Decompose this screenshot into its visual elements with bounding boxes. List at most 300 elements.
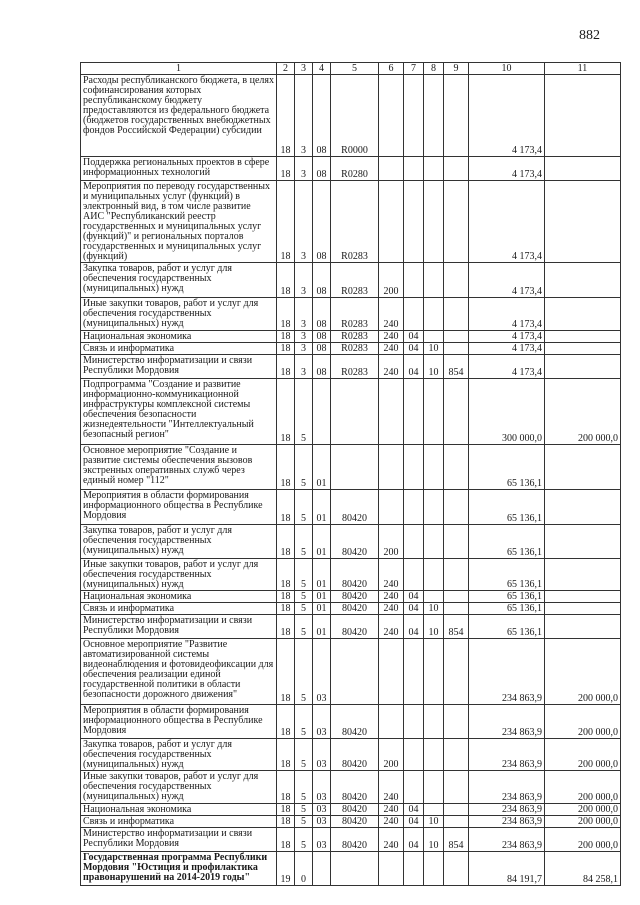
code-cell: 200 <box>379 525 404 559</box>
code-cell: 80420 <box>331 816 379 828</box>
code-cell: 240 <box>379 331 404 343</box>
code-cell <box>424 331 444 343</box>
code-cell: 08 <box>313 331 331 343</box>
amount-cell: 4 173,4 <box>469 298 545 331</box>
row-description: Закупка товаров, работ и услуг для обеспечения государственных (муниципальных) нужд <box>81 739 277 771</box>
code-cell: 18 <box>277 181 295 263</box>
amount-cell <box>545 490 621 525</box>
amount-cell: 4 173,4 <box>469 331 545 343</box>
code-cell: 18 <box>277 75 295 157</box>
code-cell: 04 <box>404 615 424 639</box>
code-cell: 80420 <box>331 559 379 591</box>
amount-cell: 200 000,0 <box>545 828 621 852</box>
code-cell <box>404 525 424 559</box>
code-cell: R0283 <box>331 355 379 379</box>
code-cell <box>444 525 469 559</box>
row-description: Поддержка региональных проектов в сфере информационных технологий <box>81 157 277 181</box>
amount-cell <box>545 331 621 343</box>
code-cell <box>379 445 404 490</box>
code-cell: 18 <box>277 603 295 615</box>
code-cell: 04 <box>404 603 424 615</box>
row-description: Основное мероприятие "Развитие автоматизированной системы видеонаблюдения и фотовидеофиксации для обеспечения реализации единой государственной политики в области безопасности дорожного движения" <box>81 639 277 705</box>
code-cell: 18 <box>277 559 295 591</box>
amount-cell: 200 000,0 <box>545 739 621 771</box>
amount-cell: 65 136,1 <box>469 559 545 591</box>
code-cell <box>404 181 424 263</box>
amount-cell: 65 136,1 <box>469 490 545 525</box>
code-cell <box>404 739 424 771</box>
code-cell: 18 <box>277 490 295 525</box>
code-cell <box>424 181 444 263</box>
amount-cell: 234 863,9 <box>469 804 545 816</box>
code-cell <box>444 705 469 739</box>
amount-cell: 234 863,9 <box>469 639 545 705</box>
code-cell: 18 <box>277 816 295 828</box>
amount-cell <box>545 343 621 355</box>
code-cell: 200 <box>379 739 404 771</box>
code-cell: 5 <box>295 559 313 591</box>
code-cell: 80420 <box>331 603 379 615</box>
code-cell <box>379 379 404 445</box>
code-cell: 10 <box>424 816 444 828</box>
code-cell: 3 <box>295 75 313 157</box>
code-cell <box>444 739 469 771</box>
code-cell: 80420 <box>331 705 379 739</box>
code-cell: 10 <box>424 355 444 379</box>
code-cell: 08 <box>313 355 331 379</box>
code-cell <box>404 639 424 705</box>
amount-cell: 65 136,1 <box>469 445 545 490</box>
amount-cell: 300 000,0 <box>469 379 545 445</box>
code-cell: 240 <box>379 355 404 379</box>
code-cell: 240 <box>379 615 404 639</box>
code-cell: 04 <box>404 804 424 816</box>
code-cell <box>424 490 444 525</box>
amount-cell <box>545 263 621 298</box>
code-cell <box>444 559 469 591</box>
code-cell: 03 <box>313 705 331 739</box>
code-cell: 0 <box>295 852 313 886</box>
row-description: Мероприятия в области формирования информационного общества в Республике Мордовия <box>81 490 277 525</box>
row-description: Закупка товаров, работ и услуг для обеспечения государственных (муниципальных) нужд <box>81 525 277 559</box>
code-cell: 04 <box>404 816 424 828</box>
row-description: Мероприятия по переводу государственных и муниципальных услуг (функций) в электронный вид, в том числе развитие АИС "Республиканский реестр государственных и муниципальных услуг (функций)" и региональных порталов государственных и муниципальных услуг (функций) <box>81 181 277 263</box>
column-number-row <box>81 63 621 75</box>
code-cell <box>444 603 469 615</box>
amount-cell: 234 863,9 <box>469 816 545 828</box>
code-cell: 18 <box>277 705 295 739</box>
code-cell: 3 <box>295 181 313 263</box>
column-number: 1 <box>81 63 277 75</box>
code-cell <box>379 157 404 181</box>
code-cell: 80420 <box>331 525 379 559</box>
code-cell: 01 <box>313 445 331 490</box>
code-cell <box>424 298 444 331</box>
amount-cell: 234 863,9 <box>469 771 545 804</box>
code-cell <box>379 490 404 525</box>
code-cell: 04 <box>404 591 424 603</box>
code-cell: 01 <box>313 490 331 525</box>
code-cell: 3 <box>295 157 313 181</box>
code-cell: 5 <box>295 705 313 739</box>
amount-cell <box>545 525 621 559</box>
amount-cell: 4 173,4 <box>469 75 545 157</box>
code-cell <box>424 852 444 886</box>
column-number: 5 <box>331 63 379 75</box>
code-cell: 03 <box>313 739 331 771</box>
code-cell: 18 <box>277 771 295 804</box>
column-number: 9 <box>444 63 469 75</box>
code-cell <box>444 343 469 355</box>
amount-cell: 4 173,4 <box>469 157 545 181</box>
code-cell: 5 <box>295 828 313 852</box>
code-cell: 08 <box>313 298 331 331</box>
column-number: 3 <box>295 63 313 75</box>
code-cell: 03 <box>313 639 331 705</box>
code-cell: 240 <box>379 298 404 331</box>
code-cell <box>444 591 469 603</box>
code-cell: 80420 <box>331 771 379 804</box>
code-cell: 240 <box>379 828 404 852</box>
amount-cell <box>545 355 621 379</box>
code-cell: 03 <box>313 804 331 816</box>
table-row <box>81 181 621 263</box>
code-cell <box>404 263 424 298</box>
column-number: 11 <box>545 63 621 75</box>
table-row <box>81 639 621 705</box>
code-cell: 08 <box>313 157 331 181</box>
table-row <box>81 816 621 828</box>
code-cell: 08 <box>313 343 331 355</box>
code-cell: 04 <box>404 331 424 343</box>
amount-cell: 4 173,4 <box>469 181 545 263</box>
code-cell: 18 <box>277 298 295 331</box>
amount-cell <box>545 559 621 591</box>
code-cell <box>404 771 424 804</box>
row-description: Иные закупки товаров, работ и услуг для обеспечения государственных (муниципальных) нужд <box>81 771 277 804</box>
code-cell: 854 <box>444 828 469 852</box>
code-cell: 5 <box>295 445 313 490</box>
code-cell: 18 <box>277 445 295 490</box>
code-cell <box>444 379 469 445</box>
row-description: Национальная экономика <box>81 331 277 343</box>
code-cell: 3 <box>295 331 313 343</box>
code-cell: 18 <box>277 355 295 379</box>
amount-cell: 4 173,4 <box>469 343 545 355</box>
code-cell: 240 <box>379 816 404 828</box>
row-description: Иные закупки товаров, работ и услуг для обеспечения государственных (муниципальных) нужд <box>81 559 277 591</box>
amount-cell <box>545 445 621 490</box>
code-cell: 18 <box>277 157 295 181</box>
code-cell: 5 <box>295 525 313 559</box>
code-cell <box>424 263 444 298</box>
code-cell <box>444 852 469 886</box>
table-row <box>81 263 621 298</box>
code-cell: 18 <box>277 739 295 771</box>
row-description: Основное мероприятие "Создание и развитие системы обеспечения вызовов экстренных оперативных служб через единый номер "112" <box>81 445 277 490</box>
code-cell: 200 <box>379 263 404 298</box>
code-cell: 01 <box>313 559 331 591</box>
amount-cell: 65 136,1 <box>469 591 545 603</box>
code-cell <box>404 75 424 157</box>
code-cell <box>424 525 444 559</box>
code-cell <box>404 705 424 739</box>
column-number: 6 <box>379 63 404 75</box>
code-cell: 80420 <box>331 739 379 771</box>
code-cell <box>424 75 444 157</box>
code-cell: 01 <box>313 615 331 639</box>
code-cell <box>331 379 379 445</box>
amount-cell: 4 173,4 <box>469 263 545 298</box>
amount-cell <box>545 157 621 181</box>
amount-cell <box>545 298 621 331</box>
column-number: 2 <box>277 63 295 75</box>
amount-cell: 200 000,0 <box>545 816 621 828</box>
code-cell <box>444 804 469 816</box>
row-description: Национальная экономика <box>81 804 277 816</box>
code-cell: 5 <box>295 804 313 816</box>
code-cell: R0283 <box>331 331 379 343</box>
code-cell: 18 <box>277 331 295 343</box>
table-row <box>81 852 621 886</box>
amount-cell: 200 000,0 <box>545 639 621 705</box>
code-cell: 240 <box>379 559 404 591</box>
amount-cell: 65 136,1 <box>469 615 545 639</box>
code-cell <box>313 852 331 886</box>
code-cell: 03 <box>313 771 331 804</box>
code-cell <box>424 705 444 739</box>
table-row <box>81 615 621 639</box>
budget-table <box>80 62 621 886</box>
row-description: Связь и информатика <box>81 343 277 355</box>
code-cell: R0283 <box>331 263 379 298</box>
table-row <box>81 298 621 331</box>
code-cell <box>404 379 424 445</box>
code-cell: 10 <box>424 603 444 615</box>
code-cell: R0280 <box>331 157 379 181</box>
column-number: 7 <box>404 63 424 75</box>
code-cell: 18 <box>277 828 295 852</box>
code-cell: 240 <box>379 804 404 816</box>
code-cell: 240 <box>379 591 404 603</box>
table-row <box>81 603 621 615</box>
code-cell: 03 <box>313 828 331 852</box>
code-cell <box>404 445 424 490</box>
table-row <box>81 525 621 559</box>
code-cell: 5 <box>295 490 313 525</box>
code-cell: 854 <box>444 615 469 639</box>
code-cell: 04 <box>404 343 424 355</box>
amount-cell: 234 863,9 <box>469 828 545 852</box>
code-cell <box>424 639 444 705</box>
code-cell: 01 <box>313 525 331 559</box>
amount-cell <box>545 181 621 263</box>
code-cell <box>444 639 469 705</box>
code-cell: 18 <box>277 591 295 603</box>
code-cell <box>404 157 424 181</box>
code-cell: 80420 <box>331 804 379 816</box>
row-description: Государственная программа Республики Мордовия "Юстиция и профилактика правонарушений на 2014-2019 годы" <box>81 852 277 886</box>
amount-cell: 200 000,0 <box>545 771 621 804</box>
code-cell: 18 <box>277 615 295 639</box>
table-row <box>81 331 621 343</box>
code-cell: 3 <box>295 343 313 355</box>
code-cell <box>444 331 469 343</box>
amount-cell: 200 000,0 <box>545 705 621 739</box>
code-cell <box>379 75 404 157</box>
amount-cell: 4 173,4 <box>469 355 545 379</box>
code-cell: 18 <box>277 379 295 445</box>
row-description: Министерство информатизации и связи Республики Мордовия <box>81 355 277 379</box>
table-row <box>81 355 621 379</box>
code-cell <box>444 157 469 181</box>
code-cell <box>444 181 469 263</box>
code-cell: 18 <box>277 525 295 559</box>
code-cell: 240 <box>379 603 404 615</box>
code-cell <box>424 157 444 181</box>
table-row <box>81 739 621 771</box>
code-cell: 240 <box>379 771 404 804</box>
code-cell: 01 <box>313 591 331 603</box>
code-cell <box>379 852 404 886</box>
code-cell: 18 <box>277 263 295 298</box>
amount-cell: 234 863,9 <box>469 705 545 739</box>
code-cell: 80420 <box>331 828 379 852</box>
code-cell: 5 <box>295 639 313 705</box>
code-cell <box>331 639 379 705</box>
table-row <box>81 771 621 804</box>
code-cell: 5 <box>295 771 313 804</box>
code-cell <box>379 705 404 739</box>
code-cell <box>444 445 469 490</box>
page-number: 882 <box>579 28 600 43</box>
code-cell: 10 <box>424 615 444 639</box>
code-cell: 18 <box>277 639 295 705</box>
code-cell <box>424 379 444 445</box>
row-description: Связь и информатика <box>81 816 277 828</box>
amount-cell: 200 000,0 <box>545 379 621 445</box>
code-cell: 5 <box>295 591 313 603</box>
amount-cell <box>545 615 621 639</box>
code-cell <box>424 559 444 591</box>
code-cell: 5 <box>295 379 313 445</box>
code-cell: 08 <box>313 181 331 263</box>
code-cell <box>424 591 444 603</box>
table-row <box>81 804 621 816</box>
column-number: 4 <box>313 63 331 75</box>
code-cell: R0283 <box>331 181 379 263</box>
amount-cell: 200 000,0 <box>545 804 621 816</box>
code-cell: 240 <box>379 343 404 355</box>
amount-cell: 84 191,7 <box>469 852 545 886</box>
code-cell <box>331 852 379 886</box>
column-number: 8 <box>424 63 444 75</box>
code-cell: 80420 <box>331 591 379 603</box>
table-row <box>81 559 621 591</box>
table-row <box>81 591 621 603</box>
table-row <box>81 343 621 355</box>
code-cell <box>424 771 444 804</box>
amount-cell: 234 863,9 <box>469 739 545 771</box>
code-cell: 10 <box>424 828 444 852</box>
table-row <box>81 828 621 852</box>
code-cell: 08 <box>313 75 331 157</box>
code-cell: 5 <box>295 603 313 615</box>
code-cell: 19 <box>277 852 295 886</box>
code-cell: 10 <box>424 343 444 355</box>
code-cell <box>313 379 331 445</box>
code-cell <box>404 298 424 331</box>
code-cell: 5 <box>295 615 313 639</box>
code-cell <box>404 559 424 591</box>
code-cell <box>444 490 469 525</box>
code-cell: R0283 <box>331 343 379 355</box>
row-description: Иные закупки товаров, работ и услуг для обеспечения государственных (муниципальных) нужд <box>81 298 277 331</box>
code-cell: 3 <box>295 263 313 298</box>
code-cell <box>444 771 469 804</box>
code-cell <box>444 298 469 331</box>
code-cell: 18 <box>277 343 295 355</box>
amount-cell <box>545 591 621 603</box>
code-cell: 5 <box>295 739 313 771</box>
table-row <box>81 490 621 525</box>
column-number: 10 <box>469 63 545 75</box>
code-cell: 5 <box>295 816 313 828</box>
code-cell: 854 <box>444 355 469 379</box>
amount-cell <box>545 75 621 157</box>
code-cell: 80420 <box>331 490 379 525</box>
amount-cell: 65 136,1 <box>469 525 545 559</box>
table-body <box>81 75 621 886</box>
code-cell: R0000 <box>331 75 379 157</box>
row-description: Министерство информатизации и связи Республики Мордовия <box>81 828 277 852</box>
code-cell <box>424 445 444 490</box>
row-description: Национальная экономика <box>81 591 277 603</box>
code-cell <box>424 804 444 816</box>
code-cell: 03 <box>313 816 331 828</box>
amount-cell: 65 136,1 <box>469 603 545 615</box>
code-cell <box>331 445 379 490</box>
code-cell: 3 <box>295 298 313 331</box>
row-description: Мероприятия в области формирования информационного общества в Республике Мордовия <box>81 705 277 739</box>
code-cell: 04 <box>404 828 424 852</box>
table-row <box>81 157 621 181</box>
code-cell <box>424 739 444 771</box>
code-cell: 80420 <box>331 615 379 639</box>
code-cell: R0283 <box>331 298 379 331</box>
row-description: Закупка товаров, работ и услуг для обеспечения государственных (муниципальных) нужд <box>81 263 277 298</box>
row-description: Расходы республиканского бюджета, в целях софинансирования которых республиканскому бюджету предоставляются из федерального бюджета (бюджетов государственных внебюджетных фондов Российской Федерации) субсидии <box>81 75 277 157</box>
row-description: Связь и информатика <box>81 603 277 615</box>
code-cell <box>444 263 469 298</box>
code-cell <box>404 490 424 525</box>
code-cell <box>444 75 469 157</box>
amount-cell <box>545 603 621 615</box>
code-cell <box>379 639 404 705</box>
table-row <box>81 705 621 739</box>
code-cell: 08 <box>313 263 331 298</box>
code-cell: 3 <box>295 355 313 379</box>
amount-cell: 84 258,1 <box>545 852 621 886</box>
row-description: Министерство информатизации и связи Республики Мордовия <box>81 615 277 639</box>
code-cell: 01 <box>313 603 331 615</box>
code-cell <box>379 181 404 263</box>
table-row <box>81 379 621 445</box>
code-cell: 04 <box>404 355 424 379</box>
code-cell <box>444 816 469 828</box>
table-row <box>81 75 621 157</box>
code-cell: 18 <box>277 804 295 816</box>
